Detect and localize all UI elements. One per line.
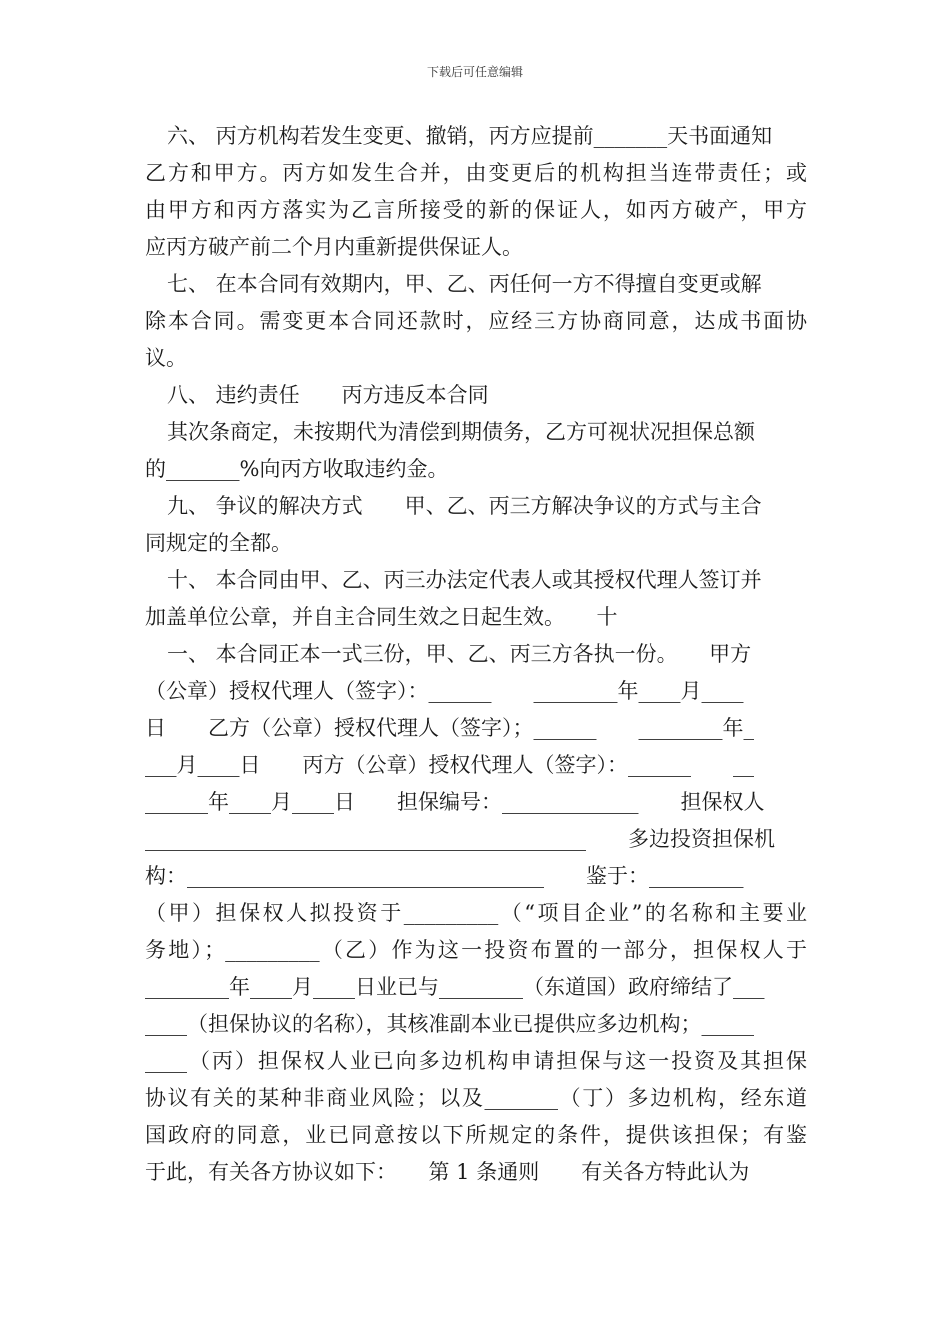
paragraph-line: 十、 本合同由甲、乙、丙三办法定代表人或其授权代理人签订并 (167, 568, 762, 592)
paragraph-line: 务地）；_________（乙）作为这一投资布置的一部分，担保权人于 (145, 938, 807, 962)
paragraph-line: （甲）担保权人拟投资于_________（“项目企业”的名称和主要业 (145, 901, 807, 925)
paragraph-line: 协议有关的某种非商业风险；以及_______（丁）多边机构，经东道 (145, 1086, 807, 1110)
paragraph-line: 除本合同。需变更本合同还款时，应经三方协商同意，达成书面协 (145, 309, 807, 333)
paragraph-line: 由甲方和丙方落实为乙言所接受的新的保证人，如丙方破产，甲方 (145, 198, 807, 222)
paragraph-line: 其次条商定，未按期代为清偿到期债务，乙方可视状况担保总额 (167, 420, 755, 444)
paragraph-line: 国政府的同意，业已同意按以下所规定的条件，提供该担保；有鉴 (145, 1123, 807, 1147)
paragraph-line: 七、 在本合同有效期内，甲、乙、丙任何一方不得擅自变更或解 (167, 272, 762, 296)
paragraph-line: ____（丙）担保权人业已向多边机构申请担保与这一投资及其担保 (145, 1049, 807, 1073)
paragraph-line: __________________________________________ 多边投资担保机 (145, 827, 775, 851)
paragraph-line: 议。 (145, 346, 187, 370)
paragraph-line: 乙方和甲方。丙方如发生合并，由变更后的机构担当连带责任；或 (145, 161, 807, 185)
page-header: 下载后可任意编辑 (426, 65, 523, 79)
paragraph-line: ____（担保协议的名称），其核准副本业已提供应多边机构；_____ (145, 1012, 754, 1036)
paragraph-line: 的_______%向丙方收取违约金。 (145, 457, 449, 481)
paragraph-line: ______年____月____日 担保编号：_____________ 担保权人 (145, 790, 765, 814)
document-body (145, 118, 807, 1191)
paragraph-line: 六、 丙方机构若发生变更、撤销，丙方应提前_______天书面通知 (167, 124, 773, 148)
paragraph-line: （公章）授权代理人（签字）：______ ________年____月____ (145, 679, 744, 703)
paragraph-line: 八、 违约责任 丙方违反本合同 (167, 383, 489, 407)
paragraph-line: 应丙方破产前二个月内重新提供保证人。 (145, 235, 523, 259)
paragraph-line: ________年____月____日业已与________（东道国）政府缔结了___ (145, 975, 765, 999)
paragraph-line: 一、 本合同正本一式三份，甲、乙、丙三方各执一份。 甲方 (167, 642, 752, 666)
paragraph-line: 同规定的全都。 (145, 531, 292, 555)
paragraph-line: 于此，有关各方协议如下： 第 1 条通则 有关各方特此认为 (145, 1160, 750, 1184)
paragraph-line: 构：__________________________________ 鉴于：_________ (145, 864, 744, 888)
paragraph-line: 日 乙方（公章）授权代理人（签字）；______ ________年_ (145, 716, 754, 740)
paragraph-line: 加盖单位公章，并自主合同生效之日起生效。 十 (145, 605, 618, 629)
paragraph-line: 九、 争议的解决方式 甲、乙、丙三方解决争议的方式与主合 (167, 494, 762, 518)
paragraph-line: ___月____日 丙方（公章）授权代理人（签字）：______ __ (145, 753, 754, 777)
